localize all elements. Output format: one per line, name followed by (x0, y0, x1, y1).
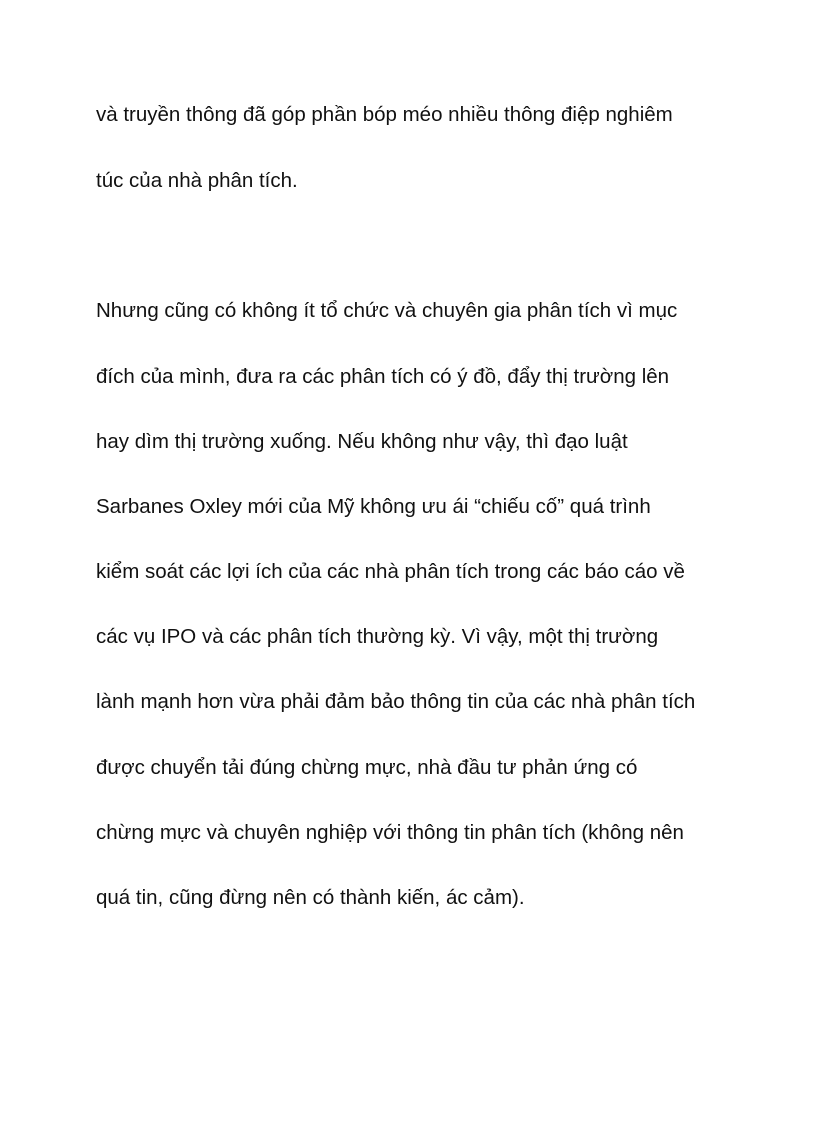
text-line: hay dìm thị trường xuống. Nếu không như vậy, thì đạo luật (96, 430, 628, 453)
text-line: các vụ IPO và các phân tích thường kỳ. Vì vậy, một thị trường (96, 625, 659, 648)
text-line: lành mạnh hơn vừa phải đảm bảo thông tin của các nhà phân tích (96, 690, 696, 713)
text-line: túc của nhà phân tích. (96, 169, 298, 192)
text-line: được chuyển tải đúng chừng mực, nhà đầu tư phản ứng có (96, 756, 638, 779)
text-line: kiểm soát các lợi ích của các nhà phân tích trong các báo cáo về (96, 560, 685, 583)
text-line: và truyền thông đã góp phần bóp méo nhiều thông điệp nghiêm (96, 103, 673, 126)
text-line: Nhưng cũng có không ít tổ chức và chuyên gia phân tích vì mục (96, 299, 678, 322)
text-line: Sarbanes Oxley mới của Mỹ không ưu ái “chiếu cố” quá trình (96, 495, 651, 518)
text-line: đích của mình, đưa ra các phân tích có ý đồ, đẩy thị trường lên (96, 365, 670, 388)
text-line: chừng mực và chuyên nghiệp với thông tin phân tích (không nên (96, 821, 684, 844)
text-line: quá tin, cũng đừng nên có thành kiến, ác cảm). (96, 886, 525, 909)
